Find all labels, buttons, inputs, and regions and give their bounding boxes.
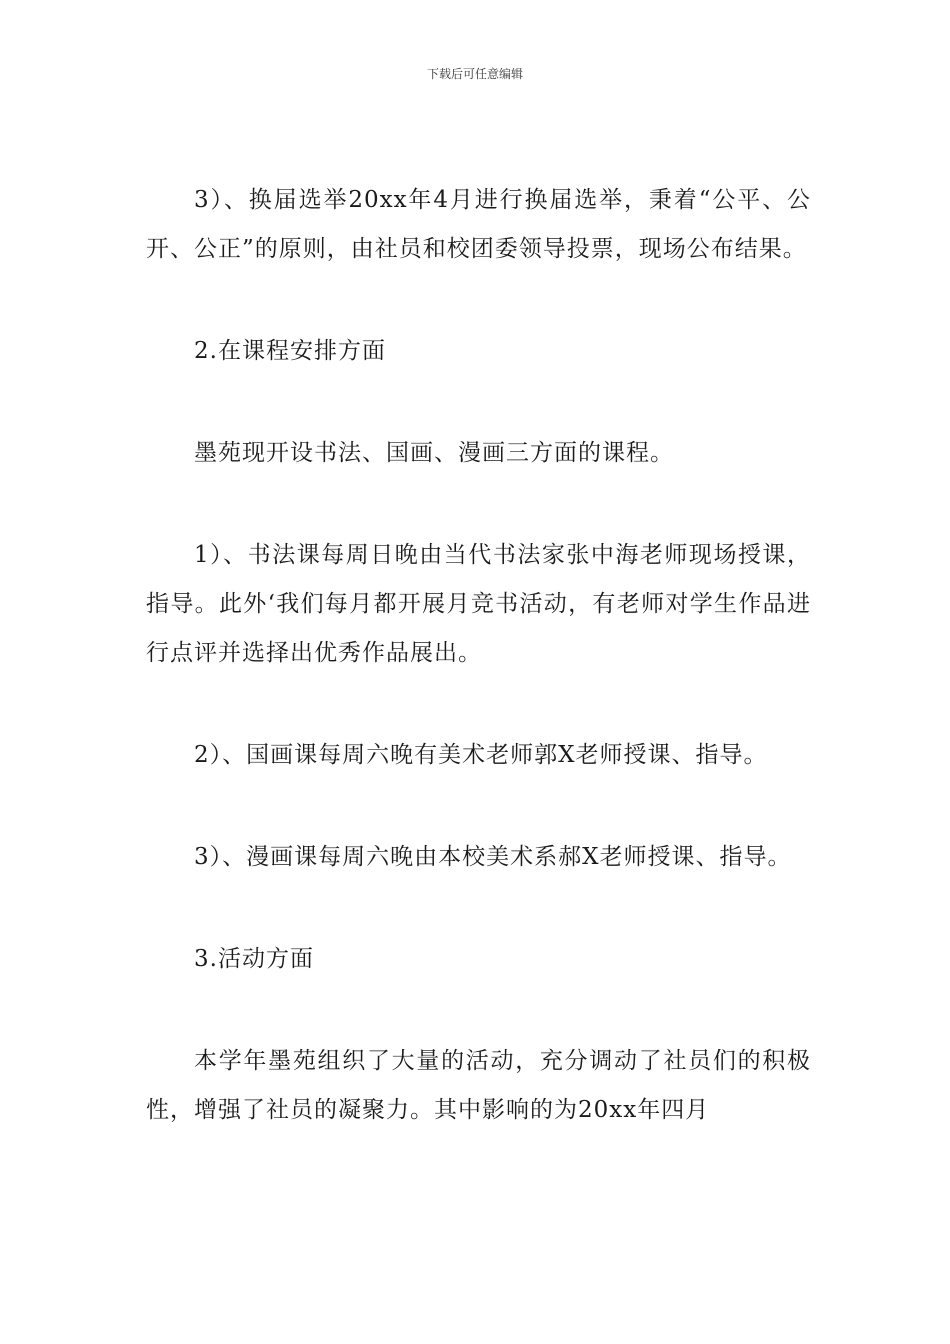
paragraph-election: 3）、换届选举20xx年4月进行换届选举，秉着“公平、公开、公正”的原则，由社员和校团委领导投票，现场公布结果。 [146, 187, 811, 262]
section-heading-activities: 3.活动方面 [194, 946, 314, 972]
page-header: 下载后可任意编辑 [426, 67, 523, 81]
paragraph-chinese-painting: 2）、国画课每周六晚有美术老师郭X老师授课、指导。 [194, 742, 768, 768]
paragraph-courses-intro: 墨苑现开设书法、国画、漫画三方面的课程。 [194, 440, 674, 466]
document-body [146, 176, 811, 1188]
section-heading-courses: 2.在课程安排方面 [194, 338, 386, 364]
paragraph-activities: 本学年墨苑组织了大量的活动，充分调动了社员们的积极性，增强了社员的凝聚力。其中影响的为20xx年四月 [146, 1048, 811, 1123]
paragraph-comics: 3）、漫画课每周六晚由本校美术系郝X老师授课、指导。 [194, 844, 792, 870]
paragraph-calligraphy: 1）、书法课每周日晚由当代书法家张中海老师现场授课，指导。此外‘我们每月都开展月竞书活动，有老师对学生作品进行点评并选择出优秀作品展出。 [146, 542, 811, 666]
